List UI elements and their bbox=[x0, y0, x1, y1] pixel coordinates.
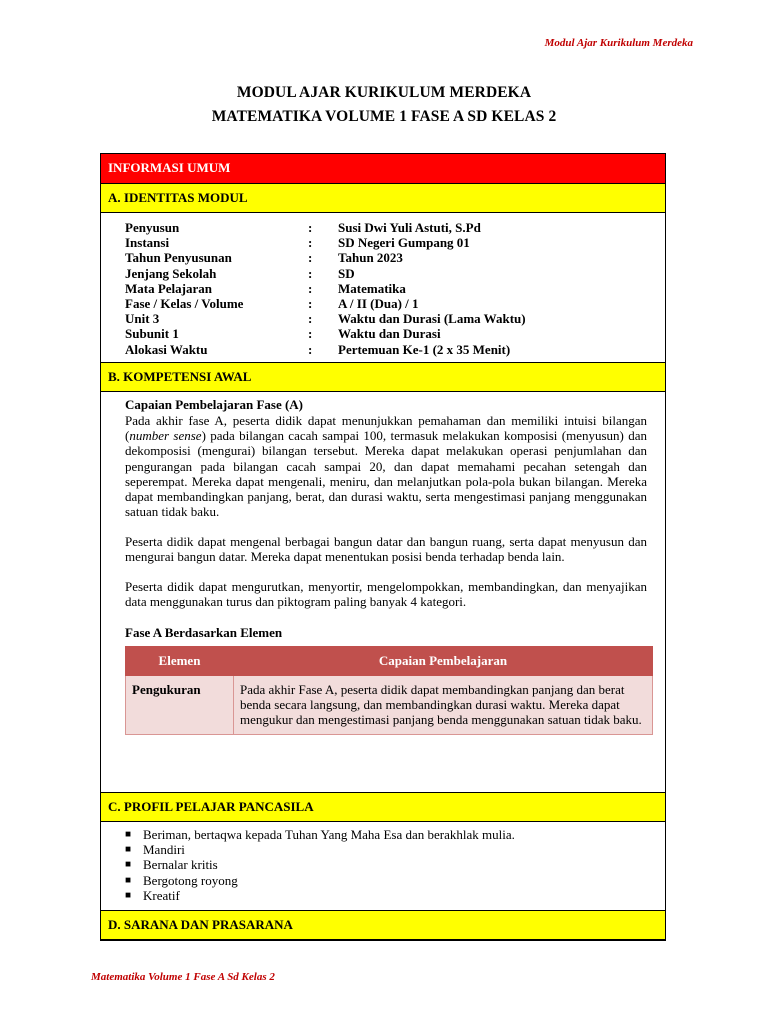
section-sarana-prasarana: D. SARANA DAN PRASARANA bbox=[101, 910, 665, 940]
capaian-paragraph-1 bbox=[125, 413, 647, 519]
identity-row bbox=[125, 296, 658, 311]
column-header-capaian: Capaian Pembelajaran bbox=[234, 647, 653, 676]
list-item-text: Kreatif bbox=[143, 887, 180, 903]
paragraph-text: Pada akhir fase A, peserta didik dapat menunjukkan pemahaman dan memiliki intuisi bilangan ( bbox=[125, 413, 647, 444]
identity-row bbox=[125, 342, 658, 357]
cell-elemen: Pengukuran bbox=[126, 676, 234, 735]
cell-capaian: Pada akhir Fase A, peserta didik dapat membandingkan panjang dan berat benda secara langsung, dan membandingkan durasi waktu. Mereka dapat mengukur dan mengestimasi panjang benda menggunakan satuan tidak baku. bbox=[234, 676, 653, 735]
identity-value: Susi Dwi Yuli Astuti, S.Pd bbox=[338, 220, 481, 235]
section-identitas-modul: A. IDENTITAS MODUL bbox=[101, 183, 665, 213]
section-kompetensi-awal: B. KOMPETENSI AWAL bbox=[101, 362, 665, 392]
identity-list bbox=[125, 220, 658, 357]
identity-label: Fase / Kelas / Volume bbox=[125, 296, 244, 312]
identity-colon: : bbox=[308, 265, 313, 281]
bullet-icon: ■ bbox=[125, 829, 132, 840]
paragraph-text: ) pada bilangan cacah sampai 100, termasuk melakukan komposisi (menyusun) dan dekomposisi (mengurai) bilangan tersebut. Mereka dapat melakukan operasi penjumlahan dan pengurangan pada bilangan cacah sampai 20, dan dapat memahami pecahan setengah dan seperempat. Mereka dapat mengenali, meniru, dan melanjutkan pola-pola bukan bilangan. Mereka dapat membandingkan panjang, berat, dan durasi waktu, serta mengestimasi panjang menggunakan satuan tidak baku. bbox=[125, 428, 647, 520]
identity-value: Matematika bbox=[338, 280, 406, 296]
identity-label: Tahun Penyusunan bbox=[125, 250, 232, 266]
footer-note: Matematika Volume 1 Fase A Sd Kelas 2 bbox=[91, 971, 275, 983]
list-item bbox=[125, 827, 515, 842]
identity-row bbox=[125, 281, 658, 296]
identity-colon: : bbox=[308, 220, 313, 235]
list-item-text: Bergotong royong bbox=[143, 872, 238, 888]
identity-colon: : bbox=[308, 326, 313, 342]
capaian-paragraph-3: Peserta didik dapat mengurutkan, menyortir, mengelompokkan, membandingkan, dan menyajikan data menggunakan turus dan piktogram paling banyak 4 kategori. bbox=[125, 579, 647, 610]
bullet-icon: ■ bbox=[125, 889, 132, 901]
identity-colon: : bbox=[308, 311, 313, 327]
identity-value: SD bbox=[338, 265, 355, 281]
document-subtitle: MATEMATIKA VOLUME 1 FASE A SD KELAS 2 bbox=[211, 108, 557, 125]
identity-value: Tahun 2023 bbox=[338, 250, 403, 266]
header-note: Modul Ajar Kurikulum Merdeka bbox=[544, 37, 693, 49]
identity-label: Instansi bbox=[125, 235, 170, 251]
identity-label: Jenjang Sekolah bbox=[125, 265, 217, 281]
section-profil-pelajar: C. PROFIL PELAJAR PANCASILA bbox=[101, 792, 665, 822]
list-item-text: Bernalar kritis bbox=[143, 857, 218, 873]
list-item-text: Mandiri bbox=[143, 842, 185, 858]
identity-colon: : bbox=[308, 235, 313, 251]
identity-row bbox=[125, 220, 658, 235]
identity-value: Waktu dan Durasi bbox=[338, 326, 441, 342]
identity-colon: : bbox=[308, 296, 313, 312]
elemen-table bbox=[125, 646, 653, 735]
identity-row bbox=[125, 326, 658, 341]
identity-label: Alokasi Waktu bbox=[125, 341, 208, 357]
emphasis-text: number sense bbox=[129, 428, 202, 444]
identity-row bbox=[125, 311, 658, 326]
identity-row bbox=[125, 250, 658, 265]
list-item bbox=[125, 842, 515, 857]
identity-label: Unit 3 bbox=[125, 311, 160, 327]
table-header-row bbox=[126, 647, 653, 676]
profil-list bbox=[125, 827, 515, 903]
fase-elemen-heading: Fase A Berdasarkan Elemen bbox=[125, 625, 283, 640]
table-row bbox=[126, 676, 653, 735]
identity-label: Penyusun bbox=[125, 220, 180, 235]
identity-value: Waktu dan Durasi (Lama Waktu) bbox=[338, 311, 526, 327]
identity-value: Pertemuan Ke-1 (2 x 35 Menit) bbox=[338, 341, 511, 357]
identity-label: Mata Pelajaran bbox=[125, 280, 213, 296]
bullet-icon: ■ bbox=[125, 874, 132, 886]
identity-colon: : bbox=[308, 280, 313, 296]
bullet-icon: ■ bbox=[125, 859, 132, 871]
identity-row bbox=[125, 266, 658, 281]
identity-row bbox=[125, 235, 658, 250]
identity-label: Subunit 1 bbox=[125, 326, 179, 342]
list-item bbox=[125, 873, 515, 888]
capaian-heading: Capaian Pembelajaran Fase (A) bbox=[125, 397, 304, 412]
capaian-paragraph-2: Peserta didik dapat mengenal berbagai bangun datar dan bangun ruang, serta dapat menyusun dan mengurai bangun datar. Mereka dapat menentukan posisi benda terhadap benda lain. bbox=[125, 534, 647, 565]
section-informasi-umum: INFORMASI UMUM bbox=[101, 154, 665, 184]
document-title: MODUL AJAR KURIKULUM MERDEKA bbox=[236, 84, 532, 101]
list-item-text: Beriman, bertaqwa kepada Tuhan Yang Maha Esa dan berakhlak mulia. bbox=[143, 827, 515, 842]
column-header-elemen: Elemen bbox=[126, 647, 234, 676]
identity-value: SD Negeri Gumpang 01 bbox=[338, 235, 470, 251]
bullet-icon: ■ bbox=[125, 844, 132, 856]
module-frame bbox=[100, 153, 666, 941]
list-item bbox=[125, 857, 515, 872]
identity-colon: : bbox=[308, 250, 313, 266]
identity-colon: : bbox=[308, 341, 313, 357]
identity-value: A / II (Dua) / 1 bbox=[338, 296, 419, 312]
list-item bbox=[125, 888, 515, 903]
